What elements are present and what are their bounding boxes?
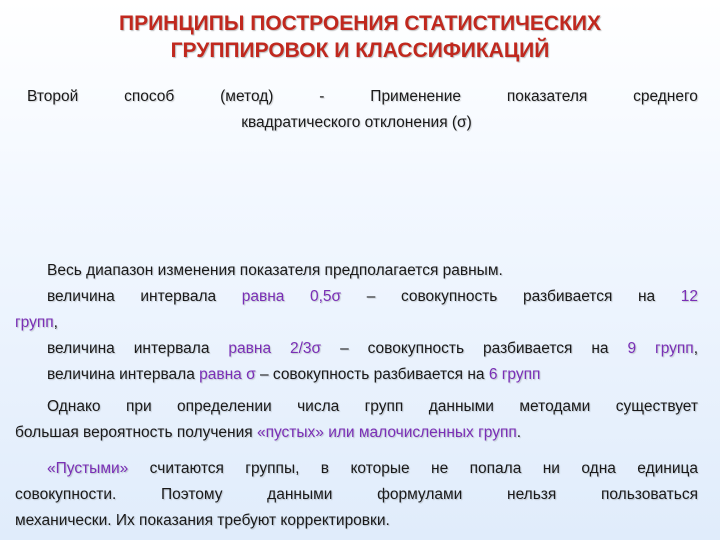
range-row-text: величина интервала xyxy=(47,366,200,383)
range-row-text: величина интервала xyxy=(47,288,242,305)
note-emphasis: «пустых» или малочисленных групп xyxy=(256,424,517,441)
subtitle-word: способ xyxy=(124,88,175,105)
range-row-count: 12 xyxy=(680,288,699,305)
range-row-3 xyxy=(15,362,698,388)
range-row-text: – совокупность разбивается на xyxy=(255,366,489,383)
note-line-2 xyxy=(15,420,698,446)
range-row-value: равна σ xyxy=(199,366,256,383)
empty-line-1 xyxy=(15,456,698,482)
range-row-text: – совокупность разбивается на xyxy=(341,288,681,305)
empty-term: «Пустыми» xyxy=(47,460,129,477)
range-row-text: , xyxy=(693,340,698,357)
range-row-count: групп xyxy=(15,314,54,331)
empty-line-2: совокупности. Поэтому данными формулами нельзя пользоваться xyxy=(15,486,698,503)
subtitle-word: (метод) xyxy=(220,88,274,105)
empty-groups-paragraph xyxy=(15,456,698,534)
range-row-value: равна 0,5σ xyxy=(241,288,342,305)
range-intro: Весь диапазон изменения показателя предполагается равным. xyxy=(47,262,503,279)
subtitle-word: - xyxy=(319,88,325,105)
empty-text: считаются группы, в которые не попала ни одна единица xyxy=(128,460,698,477)
range-row-text: – совокупность разбивается на xyxy=(321,340,628,357)
range-row-1-cont xyxy=(15,310,698,336)
note-text: . xyxy=(516,424,522,441)
subtitle-line-2: квадратического отклонения (σ) xyxy=(241,114,472,131)
subtitle-line-1 xyxy=(15,84,698,110)
range-row-2 xyxy=(15,336,698,362)
title-line-1: ПРИНЦИПЫ ПОСТРОЕНИЯ СТАТИСТИЧЕСКИХ xyxy=(118,12,602,35)
range-row-value: равна 2/3σ xyxy=(228,340,322,357)
subtitle-word: Применение xyxy=(370,88,462,105)
note-text: большая вероятность получения xyxy=(15,424,257,441)
range-paragraph xyxy=(15,258,698,388)
range-row-1 xyxy=(15,284,698,310)
slide-title xyxy=(0,10,720,64)
title-line-2: ГРУППИРОВОК И КЛАССИФИКАЦИЙ xyxy=(170,39,550,62)
subtitle-word: среднего xyxy=(633,88,698,105)
empty-line-3: механически. Их показания требуют корректировки. xyxy=(15,512,390,529)
subtitle-word: Второй xyxy=(27,88,79,105)
range-row-text: , xyxy=(53,314,58,331)
range-row-count: 9 групп xyxy=(627,340,694,357)
range-row-text: величина интервала xyxy=(47,340,229,357)
note-paragraph xyxy=(15,394,698,446)
note-line-1: Однако при определении числа групп данными методами существует xyxy=(47,398,698,415)
range-row-count: 6 групп xyxy=(488,366,541,383)
method-subtitle xyxy=(15,84,698,136)
subtitle-word: показателя xyxy=(506,88,588,105)
